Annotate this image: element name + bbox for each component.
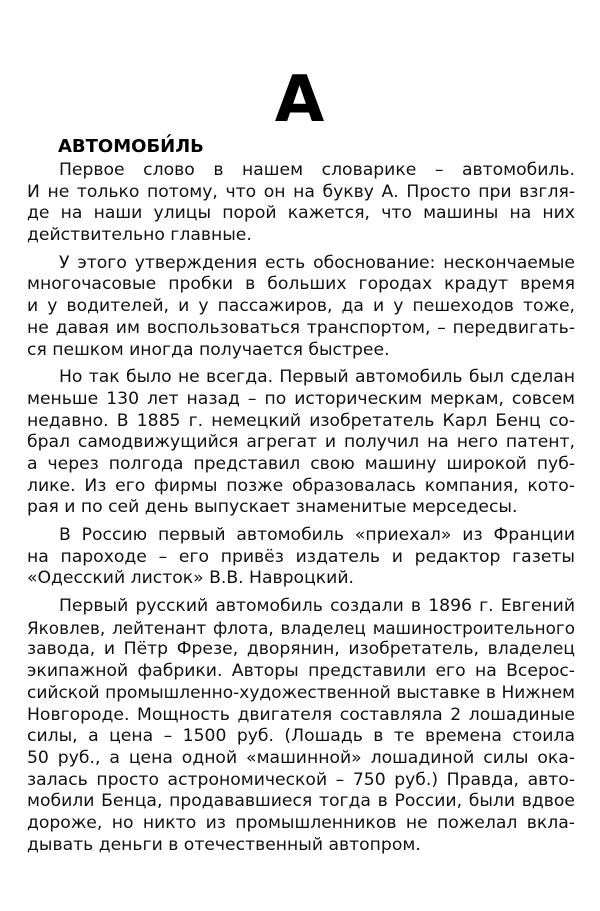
text-line: а через полгода представил свою машину широкой пуб- bbox=[27, 453, 575, 474]
text-line: рая и по сей день выпускает знаменитые мерседесы. bbox=[27, 497, 518, 518]
text-line: ся пешком иногда получается быстрее. bbox=[27, 339, 390, 360]
text-line: дороже, но никто из промышленников не пожелал вкла- bbox=[27, 812, 575, 833]
text-line: и у водителей, и у пассажиров, да и у пешеходов тоже, bbox=[27, 296, 575, 317]
text-line: Первый русский автомобиль создали в 1896 г. Евгений bbox=[59, 596, 575, 617]
text-line: мобили Бенца, продававшиеся тогда в России, были вдвое bbox=[27, 791, 575, 812]
text-line: не давая им воспользоваться транспортом, – передвигать- bbox=[27, 317, 575, 338]
text-line: многочасовые пробки в больших городах крадут время bbox=[27, 274, 575, 295]
text-line: завода, и Пётр Фрезе, дворянин, изобретатель, владелец bbox=[27, 639, 575, 660]
text-line: экипажной фабрики. Авторы представили его на Всерос- bbox=[27, 661, 575, 682]
text-line: Новгороде. Мощность двигателя составляла 2 лошадиные bbox=[27, 704, 575, 725]
text-line: недавно. В 1885 г. немецкий изобретатель Карл Бенц со- bbox=[27, 410, 575, 431]
article-paragraph bbox=[27, 596, 575, 856]
article-paragraph bbox=[27, 367, 575, 519]
article-paragraph bbox=[27, 160, 575, 247]
text-line: У этого утверждения есть обоснование: нескончаемые bbox=[59, 252, 575, 273]
text-line: Яковлев, лейтенант флота, владелец машиностроительного bbox=[27, 617, 575, 638]
text-line: на пароходе – его привёз издатель и редактор газеты bbox=[27, 546, 575, 567]
text-line: действительно главные. bbox=[27, 225, 252, 246]
text-line: Первое слово в нашем словарике – автомобиль. bbox=[59, 160, 575, 180]
text-line: сийской промышленно-художественной выставке в Нижнем bbox=[27, 682, 575, 703]
text-line: дывать деньги в отечественный автопром. bbox=[27, 834, 421, 855]
text-line: де на наши улицы порой кажется, что машины на них bbox=[27, 203, 575, 224]
section-letter: А bbox=[274, 63, 326, 137]
text-line: «Одесский листок» В.В. Навроцкий. bbox=[27, 568, 354, 589]
text-line: Но так было не всегда. Первый автомобиль был сделан bbox=[59, 367, 575, 388]
text-line: силы, а цена – 1500 руб. (Лошадь в те времена стоила bbox=[27, 726, 575, 747]
text-line: лике. Из его фирмы позже образовалась компания, кото- bbox=[27, 475, 575, 496]
text-line: меньше 130 лет назад – по историческим меркам, совсем bbox=[27, 388, 575, 409]
article-headword: АВТОМОБИ́ЛЬ bbox=[58, 136, 204, 157]
text-line: брал самодвижущийся агрегат и получил на него патент, bbox=[27, 432, 575, 453]
text-line: залась просто астрономической – 750 руб.) Правда, авто- bbox=[27, 769, 575, 790]
article-paragraph bbox=[27, 525, 575, 590]
dictionary-article bbox=[27, 134, 575, 862]
text-line: И не только потому, что он на букву А. Просто при взгля- bbox=[27, 181, 575, 202]
text-line: В Россию первый автомобиль «приехал» из Франции bbox=[59, 525, 575, 545]
article-paragraph bbox=[27, 253, 575, 361]
article-body bbox=[27, 160, 575, 856]
text-line: 50 руб., а цена одной «машинной» лошадиной силы ока- bbox=[27, 747, 575, 768]
